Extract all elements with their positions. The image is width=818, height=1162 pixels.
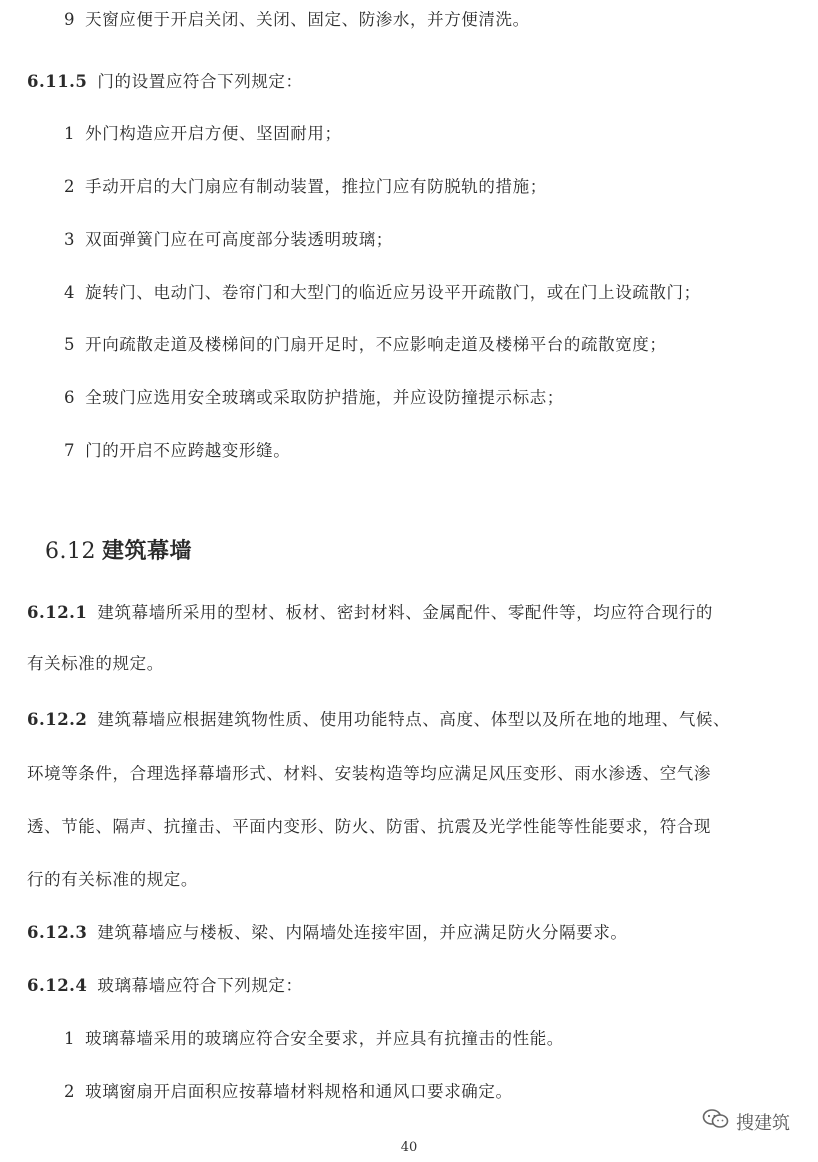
list-item: 1 玻璃幕墙采用的玻璃应符合安全要求，并应具有抗撞击的性能。: [64, 1029, 564, 1048]
page-number: 40: [400, 1140, 418, 1155]
list-item: 7 门的开启不应跨越变形缝。: [64, 441, 291, 460]
list-item: 9 天窗应便于开启关闭、关闭、固定、防渗水，并方便清洗。: [64, 10, 530, 29]
clause-6-12-1: 6.12.1 建筑幕墙所采用的型材、板材、密封材料、金属配件、零配件等，均应符合现行的: [27, 603, 714, 622]
clause-6-12-3: 6.12.3 建筑幕墙应与楼板、梁、内隔墙处连接牢固，并应满足防火分隔要求。: [27, 923, 628, 942]
list-item: 6 全玻门应选用安全玻璃或采取防护措施，并应设防撞提示标志；: [64, 388, 564, 407]
clause-6-11-5: 6.11.5 门的设置应符合下列规定：: [27, 72, 303, 91]
list-item: 4 旋转门、电动门、卷帘门和大型门的临近应另设平开疏散门，或在门上设疏散门；: [64, 283, 701, 302]
section-heading: 6.12 建筑幕墙: [45, 539, 192, 564]
clause-continuation: 透、节能、隔声、抗撞击、平面内变形、防火、防雷、抗震及光学性能等性能要求，符合现: [27, 817, 711, 836]
clause-6-12-2: 6.12.2 建筑幕墙应根据建筑物性质、使用功能特点、高度、体型以及所在地的地理、气候、: [27, 710, 731, 729]
list-item: 5 开向疏散走道及楼梯间的门扇开足时，不应影响走道及楼梯平台的疏散宽度；: [64, 335, 667, 354]
wechat-icon: [702, 1108, 730, 1135]
clause-continuation: 环境等条件，合理选择幕墙形式、材料、安装构造等均应满足风压变形、雨水渗透、空气渗: [27, 764, 711, 783]
watermark: 搜建筑: [702, 1108, 790, 1135]
list-item: 1 外门构造应开启方便、坚固耐用；: [64, 124, 342, 143]
clause-continuation: 有关标准的规定。: [27, 654, 164, 673]
clause-6-12-4: 6.12.4 玻璃幕墙应符合下列规定：: [27, 976, 303, 995]
list-item: 2 玻璃窗扇开启面积应按幕墙材料规格和通风口要求确定。: [64, 1082, 513, 1101]
clause-continuation: 行的有关标准的规定。: [27, 870, 198, 889]
list-item: 3 双面弹簧门应在可高度部分装透明玻璃；: [64, 230, 393, 249]
list-item: 2 手动开启的大门扇应有制动装置，推拉门应有防脱轨的措施；: [64, 177, 547, 196]
